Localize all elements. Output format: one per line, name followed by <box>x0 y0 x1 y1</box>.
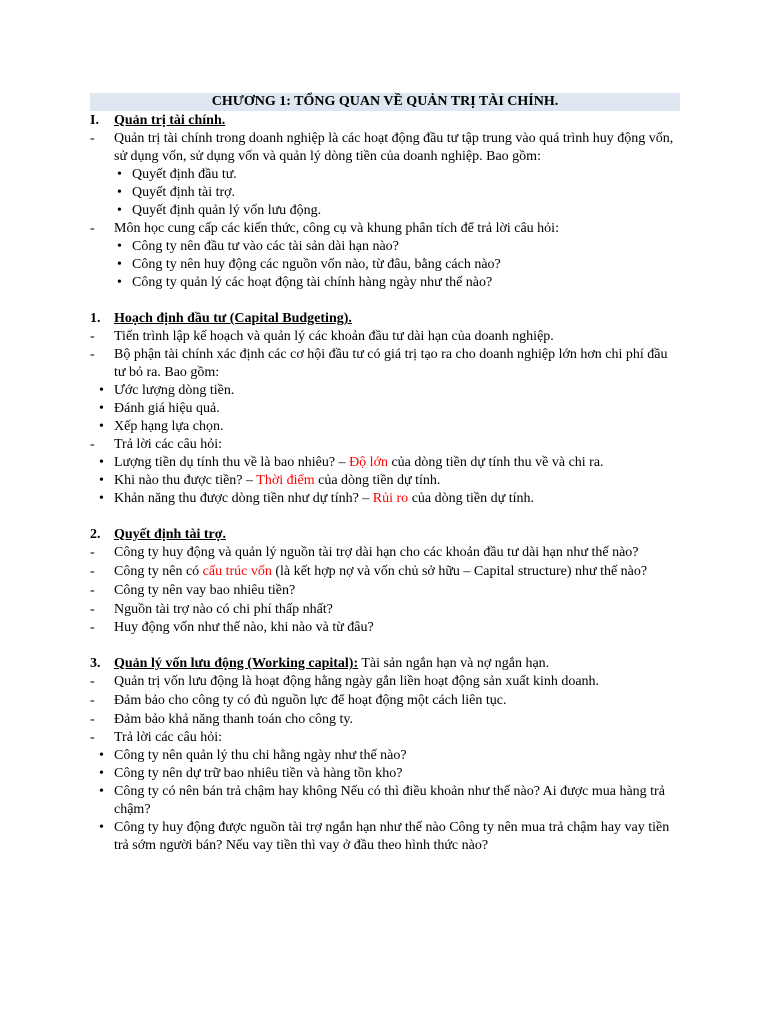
section-3-heading <box>90 655 680 673</box>
dash-item: - Quản trị tài chính trong doanh nghiệp là các hoạt động đầu tư tập trung vào quá trình huy động vốn, sử dụng vốn, sử dụng vốn và quản lý dòng tiền của doanh nghiệp. Bao gồm: <box>90 130 680 166</box>
bullet-item: • Quyết định quản lý vốn lưu động. <box>117 203 322 218</box>
dash-item: - Bộ phận tài chính xác định các cơ hội đầu tư có giá trị tạo ra cho doanh nghiệp lớn hơn chi phí đầu tư bỏ ra. Bao gồm: <box>90 346 680 382</box>
section-title: Quản lý vốn lưu động (Working capital): <box>114 656 359 671</box>
bullet-glyph: • <box>99 784 104 799</box>
dash-item: - Đảm bảo cho công ty có đủ nguồn lực để hoạt động một cách liên tục. <box>90 692 680 710</box>
bullet-item: • Quyết định tài trợ. <box>117 185 236 200</box>
dash-item: - Nguồn tài trợ nào có chi phí thấp nhất? <box>90 601 680 619</box>
bullet-glyph: • <box>99 491 104 506</box>
chapter-title: CHƯƠNG 1: TỔNG QUAN VỀ QUẢN TRỊ TÀI CHÍNH. <box>90 93 680 111</box>
bullet-glyph: • <box>117 185 122 200</box>
bullet-glyph: • <box>99 401 104 416</box>
spacer <box>90 637 680 655</box>
section-number: 2. <box>90 527 101 542</box>
spacer <box>90 508 680 526</box>
dash-item: - Tiến trình lập kế hoạch và quản lý các khoản đầu tư dài hạn của doanh nghiệp. <box>90 328 680 346</box>
section-number: 1. <box>90 311 101 326</box>
section-title: Quản trị tài chính. <box>114 113 226 128</box>
section-i-heading <box>90 112 680 130</box>
bullet-glyph: • <box>99 473 104 488</box>
dash-item: - Công ty nên vay bao nhiêu tiền? <box>90 582 680 600</box>
bullet-item: • Khi nào thu được tiền? – Thời điểm của dòng tiền dự tính. <box>99 473 441 488</box>
bullet-glyph: • <box>99 766 104 781</box>
bullet-glyph: • <box>99 383 104 398</box>
bullet-glyph: • <box>99 419 104 434</box>
document-page <box>90 93 680 855</box>
highlight-text: Thời điểm <box>256 473 315 488</box>
section-subtitle: Tài sản ngắn hạn và nợ ngắn hạn. <box>358 656 550 671</box>
dash-item: - Môn học cung cấp các kiến thức, công cụ và khung phân tích để trả lời câu hỏi: <box>90 220 680 238</box>
dash-item: - Huy động vốn như thế nào, khi nào và từ đâu? <box>90 619 680 637</box>
dash-item: - Công ty huy động và quản lý nguồn tài trợ dài hạn cho các khoản đầu tư dài hạn như thế nào? <box>90 544 680 562</box>
dash-item: - Trả lời các câu hỏi: <box>90 729 680 747</box>
bullet-glyph: • <box>99 820 104 835</box>
bullet-item: • Lượng tiền dụ tính thu về là bao nhiêu? – Độ lớn của dòng tiền dự tính thu về và chi ra. <box>99 455 604 470</box>
bullet-glyph: • <box>117 167 122 182</box>
bullet-item: • Công ty quản lý các hoạt động tài chính hàng ngày như thế nào? <box>117 275 493 290</box>
bullet-item: • Quyết định đầu tư. <box>117 167 237 182</box>
bullet-item: • Công ty có nên bán trả chậm hay không Nếu có thì điều khoản như thế nào? Ai được mua hàng trả chậm? <box>99 784 665 817</box>
bullet-glyph: • <box>117 203 122 218</box>
bullet-glyph: • <box>117 257 122 272</box>
bullet-item: • Công ty nên huy động các nguồn vốn nào, từ đâu, bằng cách nào? <box>117 257 501 272</box>
dash-item: - Quản trị vốn lưu động là hoạt động hằng ngày gắn liền hoạt động sản xuất kinh doanh. <box>90 673 680 691</box>
bullet-glyph: • <box>117 275 122 290</box>
bullet-item: • Công ty huy động được nguồn tài trợ ngắn hạn như thế nào Công ty nên mua trả chậm hay vay tiền trả sớm người bán? Nếu vay tiền thì vay ở đầu theo hình thức nào? <box>99 820 670 853</box>
bullet-item: • Đánh giá hiệu quả. <box>99 401 220 416</box>
dash-item: - Đảm bảo khả năng thanh toán cho công ty. <box>90 711 680 729</box>
section-number: 3. <box>90 656 101 671</box>
bullet-glyph: • <box>99 455 104 470</box>
bullet-glyph: • <box>99 748 104 763</box>
bullet-item: • Công ty nên đầu tư vào các tài sản dài hạn nào? <box>117 239 399 254</box>
dash-item: - Trả lời các câu hỏi: <box>90 436 680 454</box>
bullet-item: • Khản năng thu được dòng tiền như dự tính? – Rủi ro của dòng tiền dự tính. <box>99 491 534 506</box>
section-1-heading <box>90 310 680 328</box>
bullet-item: • Công ty nên quản lý thu chi hằng ngày như thế nào? <box>99 748 407 763</box>
bullet-item: • Xếp hạng lựa chọn. <box>99 419 224 434</box>
section-2-heading <box>90 526 680 544</box>
highlight-text: cấu trúc vốn <box>202 564 272 579</box>
bullet-item: • Công ty nên dự trữ bao nhiêu tiền và hàng tồn kho? <box>99 766 403 781</box>
spacer <box>90 292 680 310</box>
section-number: I. <box>90 113 99 128</box>
highlight-text: Độ lớn <box>349 455 388 470</box>
dash-item: - Công ty nên có cấu trúc vốn (là kết hợp nợ và vốn chủ sở hữu – Capital structure) như thế nào? <box>90 563 680 581</box>
section-title: Hoạch định đầu tư (Capital Budgeting). <box>114 311 352 326</box>
section-title: Quyết định tài trợ. <box>114 527 226 542</box>
bullet-item: • Ước lượng dòng tiền. <box>99 383 235 398</box>
highlight-text: Rủi ro <box>372 491 409 506</box>
bullet-glyph: • <box>117 239 122 254</box>
